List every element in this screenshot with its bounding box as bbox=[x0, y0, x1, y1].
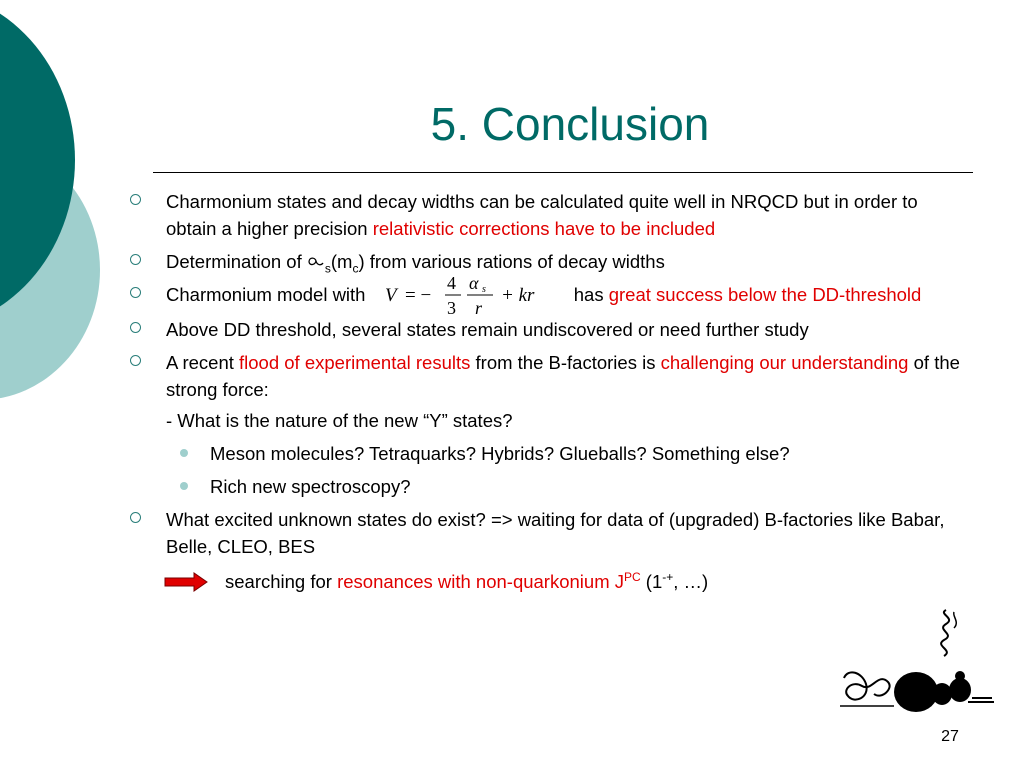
y-states-question: - What is the nature of the new “Y” states? bbox=[166, 410, 513, 432]
sketch-illustration bbox=[838, 602, 998, 717]
svg-text:3: 3 bbox=[446, 298, 456, 319]
sub-bullet-spectroscopy: Rich new spectroscopy? bbox=[130, 473, 970, 500]
title-divider bbox=[153, 172, 973, 173]
hollow-circle-bullet-icon bbox=[130, 322, 141, 333]
bullet-list bbox=[130, 188, 970, 595]
svg-text:= −: = − bbox=[404, 285, 431, 307]
alpha-symbol-icon bbox=[307, 255, 325, 269]
page-number: 27 bbox=[941, 728, 959, 745]
potential-formula bbox=[381, 272, 561, 318]
hollow-circle-bullet-icon bbox=[130, 355, 141, 366]
svg-text:r: r bbox=[474, 298, 482, 319]
svg-text:V: V bbox=[384, 285, 397, 307]
svg-text:+ kr: + kr bbox=[500, 285, 535, 307]
svg-text:4: 4 bbox=[446, 273, 456, 294]
bullet-charmonium-model: Charmonium model with V = − 4 3 α s r + kr has great success below the DD-threshold bbox=[130, 281, 970, 310]
hollow-circle-bullet-icon bbox=[130, 287, 141, 298]
bullet-alpha-s: Determination of $_s(m_c)$ from various rations of decay widths bbox=[130, 248, 970, 275]
sub-bullet-molecules: Meson molecules? Tetraquarks? Hybrids? Glueballs? Something else? bbox=[130, 440, 970, 467]
right-arrow-icon bbox=[164, 572, 208, 592]
bullet-excited-states: What excited unknown states do exist? => waiting for data of (upgraded) B-factories like Babar, Belle, CLEO, BES bbox=[130, 506, 970, 560]
svg-text:α: α bbox=[468, 273, 479, 294]
arrow-conclusion-line: searching for resonances with non-quarkonium $J^{PC}$ (1-+, …) bbox=[130, 568, 970, 595]
filled-dot-bullet-icon bbox=[180, 449, 188, 457]
hollow-circle-bullet-icon bbox=[130, 512, 141, 523]
bullet-recent-flood: A recent flood of experimental results from the B-factories is challenging our understanding of the strong force: bbox=[130, 349, 970, 403]
filled-dot-bullet-icon bbox=[180, 482, 188, 490]
bullet-nrqcd: Charmonium states and decay widths can be calculated quite well in NRQCD but in order to obtain a higher precision relativistic corrections have to be included bbox=[130, 188, 970, 242]
hollow-circle-bullet-icon bbox=[130, 194, 141, 205]
svg-text:s: s bbox=[481, 284, 486, 296]
hollow-circle-bullet-icon bbox=[130, 254, 141, 265]
slide-title: 5. Conclusion bbox=[430, 98, 710, 150]
bullet-above-dd: Above DD threshold, several states remain undiscovered or need further study bbox=[130, 316, 970, 343]
